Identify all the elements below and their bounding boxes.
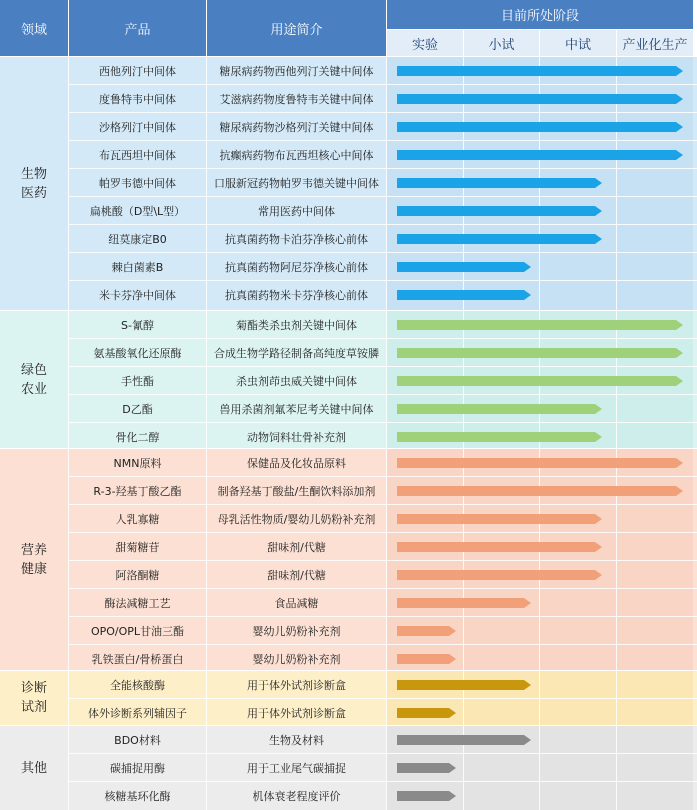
usage-cell: 保健品及化妆品原料 bbox=[247, 457, 346, 470]
domain-biomedicine: 生物 医药 bbox=[20, 166, 47, 201]
stage-experiment: 实验 bbox=[387, 30, 463, 56]
product-cell: 酶法减糖工艺 bbox=[104, 597, 171, 610]
stage-industrial: 产业化生产 bbox=[617, 30, 693, 56]
product-cell: BDO材料 bbox=[114, 734, 161, 747]
product-cell: R-3-羟基丁酸乙酯 bbox=[93, 485, 182, 498]
product-cell: OPO/OPL甘油三酯 bbox=[90, 625, 185, 638]
usage-cell: 生物及材料 bbox=[269, 734, 324, 747]
product-cell: NMN原料 bbox=[113, 457, 162, 470]
product-cell: 体外诊断系列辅因子 bbox=[88, 707, 187, 720]
usage-cell: 用于工业尾气碳捕捉 bbox=[247, 762, 346, 775]
stage-progress-arrow bbox=[397, 65, 683, 77]
product-cell: 扁桃酸（D型\L型） bbox=[89, 205, 186, 218]
product-cell: 全能核酸酶 bbox=[110, 679, 165, 692]
product-cell: 氨基酸氧化还原酶 bbox=[93, 347, 182, 360]
stage-progress-arrow bbox=[397, 653, 456, 665]
product-cell: 西他列汀中间体 bbox=[99, 65, 176, 78]
product-cell: 帕罗韦德中间体 bbox=[99, 177, 176, 190]
product-cell: 阿洛酮糖 bbox=[115, 569, 160, 582]
usage-cell: 抗真菌药物卡泊芬净核心前体 bbox=[225, 233, 368, 246]
header-stage: 目前所处阶段 bbox=[387, 0, 693, 29]
stage-progress-arrow bbox=[397, 734, 531, 746]
usage-cell: 抗癫病药物布瓦西坦核心中间体 bbox=[219, 149, 374, 162]
stage-progress-arrow bbox=[397, 261, 531, 273]
usage-cell: 口服新冠药物帕罗韦德关键中间体 bbox=[214, 177, 379, 190]
domain-other: 其他 bbox=[20, 760, 47, 776]
domain-green-agriculture: 绿色 农业 bbox=[20, 362, 47, 397]
stage-midscale: 中试 bbox=[540, 30, 616, 56]
stage-progress-arrow bbox=[397, 93, 683, 105]
usage-cell: 合成生物学路径制备高纯度草铵膦 bbox=[214, 347, 379, 360]
stage-progress-arrow bbox=[397, 707, 456, 719]
usage-cell: 常用医药中间体 bbox=[258, 205, 335, 218]
stage-progress-arrow bbox=[397, 790, 456, 802]
product-cell: 甜菊糖苷 bbox=[115, 541, 160, 554]
product-cell: S-氰醇 bbox=[121, 319, 154, 332]
product-cell: 碳捕捉用酶 bbox=[110, 762, 165, 775]
usage-cell: 用于体外试剂诊断盒 bbox=[247, 679, 346, 692]
header-domain: 领域 bbox=[0, 0, 68, 56]
usage-cell: 杀虫剂茚虫威关键中间体 bbox=[236, 375, 357, 388]
usage-cell: 甜味剂/代糖 bbox=[267, 569, 326, 582]
stage-progress-arrow bbox=[397, 541, 602, 553]
stage-progress-arrow bbox=[397, 177, 602, 189]
product-cell: 度鲁特韦中间体 bbox=[99, 93, 176, 106]
usage-cell: 甜味剂/代糖 bbox=[267, 541, 326, 554]
header-product: 产品 bbox=[69, 0, 206, 56]
stage-progress-arrow bbox=[397, 513, 602, 525]
stage-progress-arrow bbox=[397, 403, 602, 415]
stage-progress-arrow bbox=[397, 431, 602, 443]
usage-cell: 兽用杀菌剂氟苯尼考关键中间体 bbox=[219, 403, 374, 416]
usage-cell: 母乳活性物质/婴幼儿奶粉补充剂 bbox=[217, 513, 376, 526]
stage-progress-arrow bbox=[397, 569, 602, 581]
stage-progress-arrow bbox=[397, 762, 456, 774]
usage-cell: 糖尿病药物西他列汀关键中间体 bbox=[219, 65, 374, 78]
product-cell: D乙酯 bbox=[122, 403, 153, 416]
stage-progress-arrow bbox=[397, 597, 531, 609]
product-cell: 人乳寡糖 bbox=[115, 513, 160, 526]
stage-progress-arrow bbox=[397, 149, 683, 161]
stage-progress-arrow bbox=[397, 625, 456, 637]
usage-cell: 机体衰老程度评价 bbox=[252, 790, 341, 803]
domain-diagnostics: 诊断 试剂 bbox=[20, 681, 47, 715]
stage-progress-arrow bbox=[397, 679, 531, 691]
stage-progress-arrow bbox=[397, 457, 683, 469]
usage-cell: 动物饲料壮骨补充剂 bbox=[247, 431, 346, 444]
stage-progress-arrow bbox=[397, 289, 531, 301]
usage-cell: 糖尿病药物沙格列汀关键中间体 bbox=[219, 121, 374, 134]
usage-cell: 菊酯类杀虫剂关键中间体 bbox=[236, 319, 357, 332]
product-cell: 乳铁蛋白/骨桥蛋白 bbox=[91, 653, 184, 666]
usage-cell: 制备羟基丁酸盐/生酮饮料添加剂 bbox=[217, 485, 376, 498]
usage-cell: 抗真菌药物米卡芬净核心前体 bbox=[225, 289, 368, 302]
stage-progress-arrow bbox=[397, 347, 683, 359]
product-cell: 棘白菌素B bbox=[111, 261, 164, 274]
stage-progress-arrow bbox=[397, 319, 683, 331]
product-cell: 核糖基环化酶 bbox=[104, 790, 171, 803]
header-usage: 用途简介 bbox=[207, 0, 386, 56]
product-cell: 沙格列汀中间体 bbox=[99, 121, 176, 134]
product-cell: 手性酯 bbox=[121, 375, 154, 388]
product-cell: 骨化二醇 bbox=[115, 431, 160, 444]
domain-nutrition: 营养 健康 bbox=[20, 542, 47, 577]
stage-progress-arrow bbox=[397, 121, 683, 133]
usage-cell: 食品减糖 bbox=[274, 597, 319, 610]
usage-cell: 抗真菌药物阿尼芬净核心前体 bbox=[225, 261, 368, 274]
stage-progress-arrow bbox=[397, 233, 602, 245]
stage-progress-arrow bbox=[397, 375, 683, 387]
usage-cell: 婴幼儿奶粉补充剂 bbox=[252, 653, 341, 666]
product-cell: 纽莫康定B0 bbox=[108, 233, 167, 246]
stage-progress-arrow bbox=[397, 485, 683, 497]
stage-pilot: 小试 bbox=[464, 30, 539, 56]
product-cell: 米卡芬净中间体 bbox=[99, 289, 176, 302]
stage-progress-arrow bbox=[397, 205, 602, 217]
product-cell: 布瓦西坦中间体 bbox=[99, 149, 176, 162]
usage-cell: 用于体外试剂诊断盒 bbox=[247, 707, 346, 720]
usage-cell: 艾滋病药物度鲁特韦关键中间体 bbox=[219, 93, 374, 106]
usage-cell: 婴幼儿奶粉补充剂 bbox=[252, 625, 341, 638]
